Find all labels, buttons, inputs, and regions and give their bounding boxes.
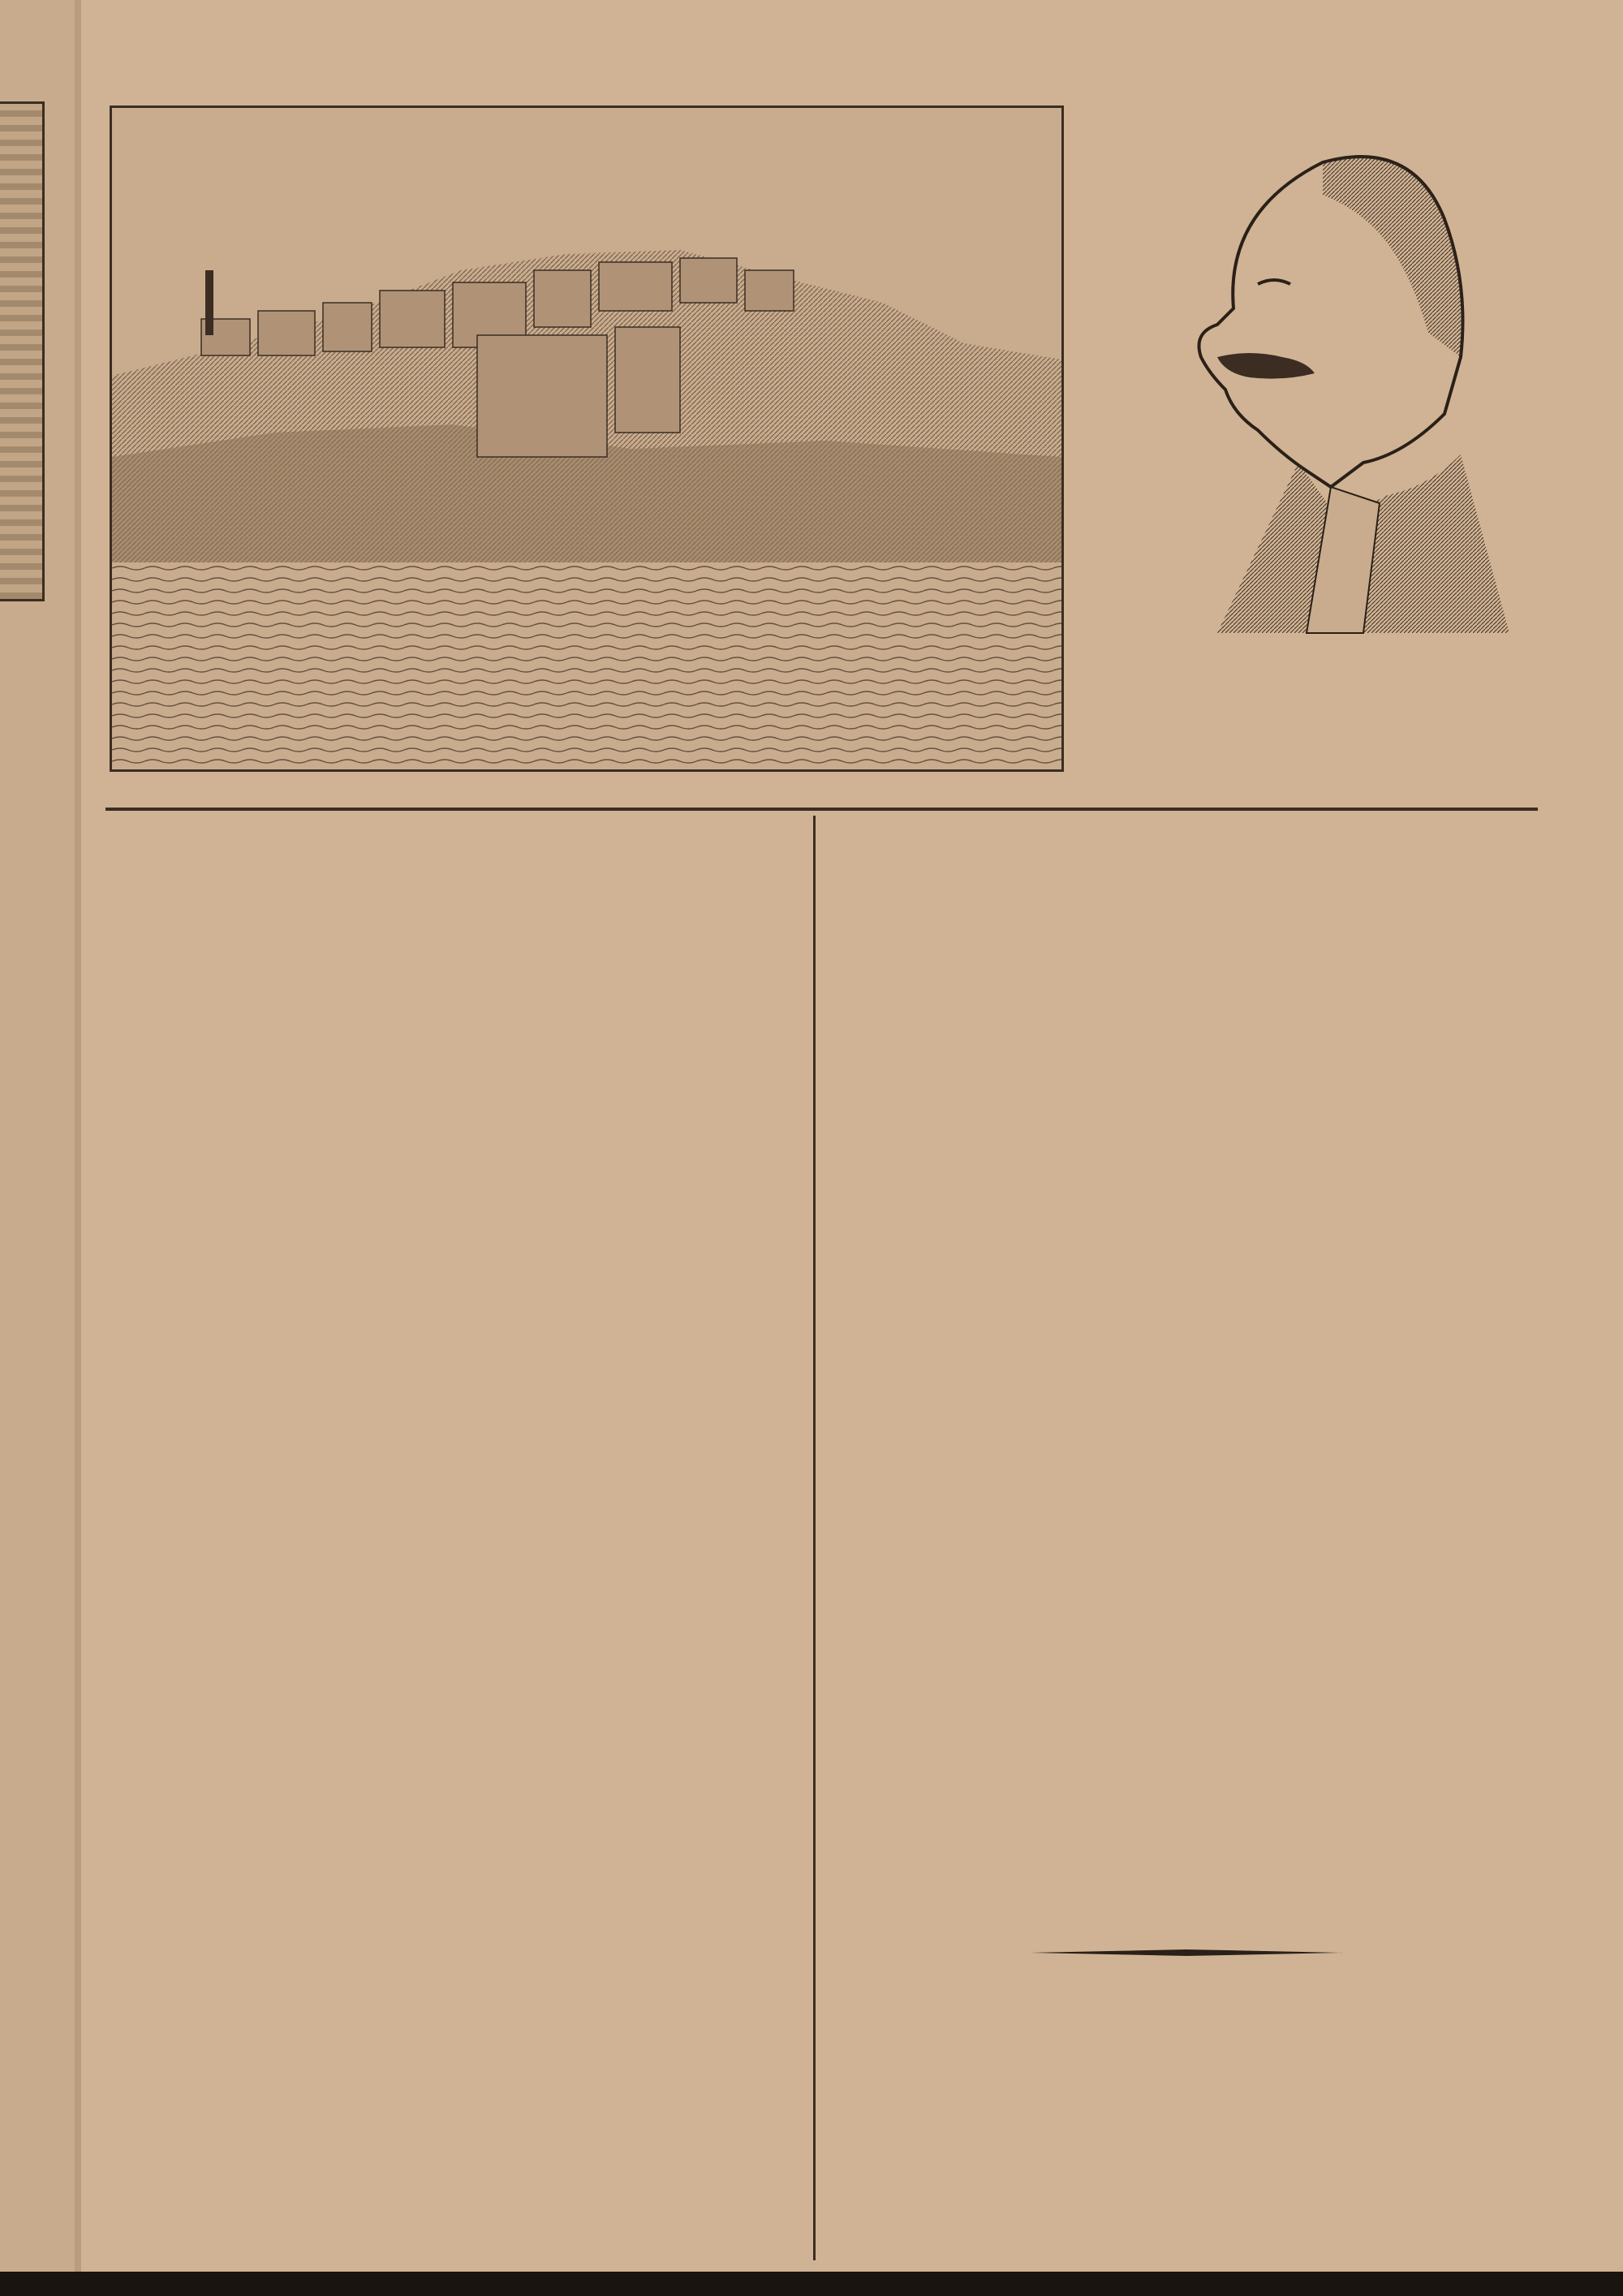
portrait-take-jonescu [1120, 146, 1534, 666]
header-divider [105, 808, 1538, 811]
previous-page-illustration [0, 101, 45, 601]
column-divider [813, 816, 816, 2260]
kavala-illustration [110, 106, 1064, 772]
page-bottom-shadow [0, 2272, 1623, 2296]
section-ornament [1031, 1948, 1343, 1958]
kavala-drawing [112, 108, 1061, 769]
portrait-drawing [1120, 146, 1534, 666]
previous-page-edge [0, 0, 75, 2296]
